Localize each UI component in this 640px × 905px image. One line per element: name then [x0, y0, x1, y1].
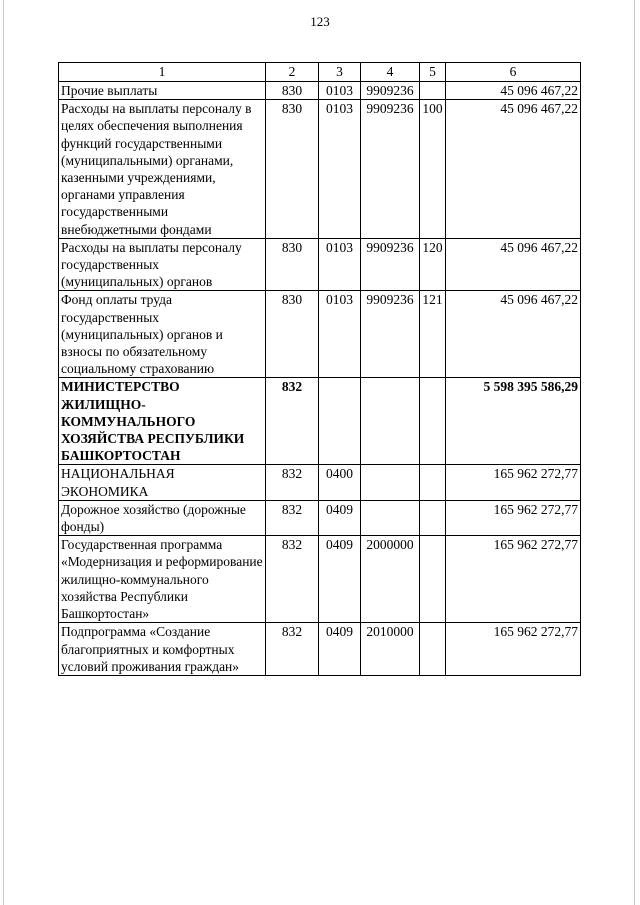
row-code-3: 0409	[319, 623, 361, 676]
row-name: МИНИСТЕРСТВО ЖИЛИЩНО-КОММУНАЛЬНОГО ХОЗЯЙСТВА РЕСПУБЛИКИ БАШКОРТОСТАН	[59, 378, 266, 465]
header-col-5: 5	[420, 63, 446, 82]
table-row-ministry	[59, 378, 581, 465]
row-code-5	[420, 623, 446, 676]
row-name: Дорожное хозяйство (дорожные фонды)	[59, 500, 266, 535]
row-amount: 45 096 467,22	[446, 238, 581, 291]
row-code-2: 830	[266, 291, 319, 378]
row-code-5: 121	[420, 291, 446, 378]
row-name: Государственная программа «Модернизация и реформирование жилищно-коммунального хозяйства Республики Башкортостан»	[59, 536, 266, 623]
header-col-2: 2	[266, 63, 319, 82]
row-amount: 5 598 395 586,29	[446, 378, 581, 465]
row-code-5	[420, 82, 446, 100]
row-code-2: 830	[266, 238, 319, 291]
row-code-3: 0409	[319, 536, 361, 623]
row-code-4: 9909236	[361, 238, 420, 291]
row-code-5	[420, 536, 446, 623]
scan-edge-left	[3, 0, 4, 905]
row-code-2: 830	[266, 100, 319, 239]
row-name: НАЦИОНАЛЬНАЯ ЭКОНОМИКА	[59, 465, 266, 500]
row-code-5	[420, 378, 446, 465]
row-code-5: 100	[420, 100, 446, 239]
row-code-5	[420, 500, 446, 535]
row-name: Расходы на выплаты персоналу в целях обеспечения выполнения функций государственными (муниципальными) органами, казенными учреждениями, органами управления государственными внебюджетными фондами	[59, 100, 266, 239]
table-row	[59, 100, 581, 239]
row-code-3: 0400	[319, 465, 361, 500]
row-code-4: 2000000	[361, 536, 420, 623]
table-row	[59, 500, 581, 535]
row-name: Прочие выплаты	[59, 82, 266, 100]
row-code-5: 120	[420, 238, 446, 291]
row-code-2: 832	[266, 623, 319, 676]
row-amount: 165 962 272,77	[446, 536, 581, 623]
row-code-2: 832	[266, 536, 319, 623]
row-amount: 45 096 467,22	[446, 100, 581, 239]
row-code-2: 830	[266, 82, 319, 100]
table-header-row	[59, 63, 581, 82]
table-row	[59, 465, 581, 500]
row-code-2: 832	[266, 500, 319, 535]
row-code-4: 2010000	[361, 623, 420, 676]
scan-edge-right	[634, 0, 635, 905]
row-code-3: 0103	[319, 291, 361, 378]
table-row	[59, 291, 581, 378]
row-code-4: 9909236	[361, 291, 420, 378]
row-code-4	[361, 500, 420, 535]
row-code-4: 9909236	[361, 82, 420, 100]
row-code-2: 832	[266, 465, 319, 500]
row-amount: 165 962 272,77	[446, 465, 581, 500]
row-code-3: 0409	[319, 500, 361, 535]
row-amount: 45 096 467,22	[446, 291, 581, 378]
budget-table	[58, 62, 581, 676]
row-code-3: 0103	[319, 82, 361, 100]
table-row	[59, 82, 581, 100]
table-row	[59, 238, 581, 291]
row-code-5	[420, 465, 446, 500]
row-name: Расходы на выплаты персоналу государственных (муниципальных) органов	[59, 238, 266, 291]
row-code-4: 9909236	[361, 100, 420, 239]
table-row	[59, 536, 581, 623]
row-code-3: 0103	[319, 238, 361, 291]
row-code-4	[361, 378, 420, 465]
row-amount: 45 096 467,22	[446, 82, 581, 100]
row-name: Фонд оплаты труда государственных (муниципальных) органов и взносы по обязательному социальному страхованию	[59, 291, 266, 378]
row-code-3	[319, 378, 361, 465]
row-amount: 165 962 272,77	[446, 500, 581, 535]
row-name: Подпрограмма «Создание благоприятных и комфортных условий проживания граждан»	[59, 623, 266, 676]
row-code-2: 832	[266, 378, 319, 465]
page-number: 123	[310, 14, 330, 29]
header-col-1: 1	[59, 63, 266, 82]
header-col-4: 4	[361, 63, 420, 82]
header-col-6: 6	[446, 63, 581, 82]
row-amount: 165 962 272,77	[446, 623, 581, 676]
header-col-3: 3	[319, 63, 361, 82]
row-code-3: 0103	[319, 100, 361, 239]
row-code-4	[361, 465, 420, 500]
table-row	[59, 623, 581, 676]
